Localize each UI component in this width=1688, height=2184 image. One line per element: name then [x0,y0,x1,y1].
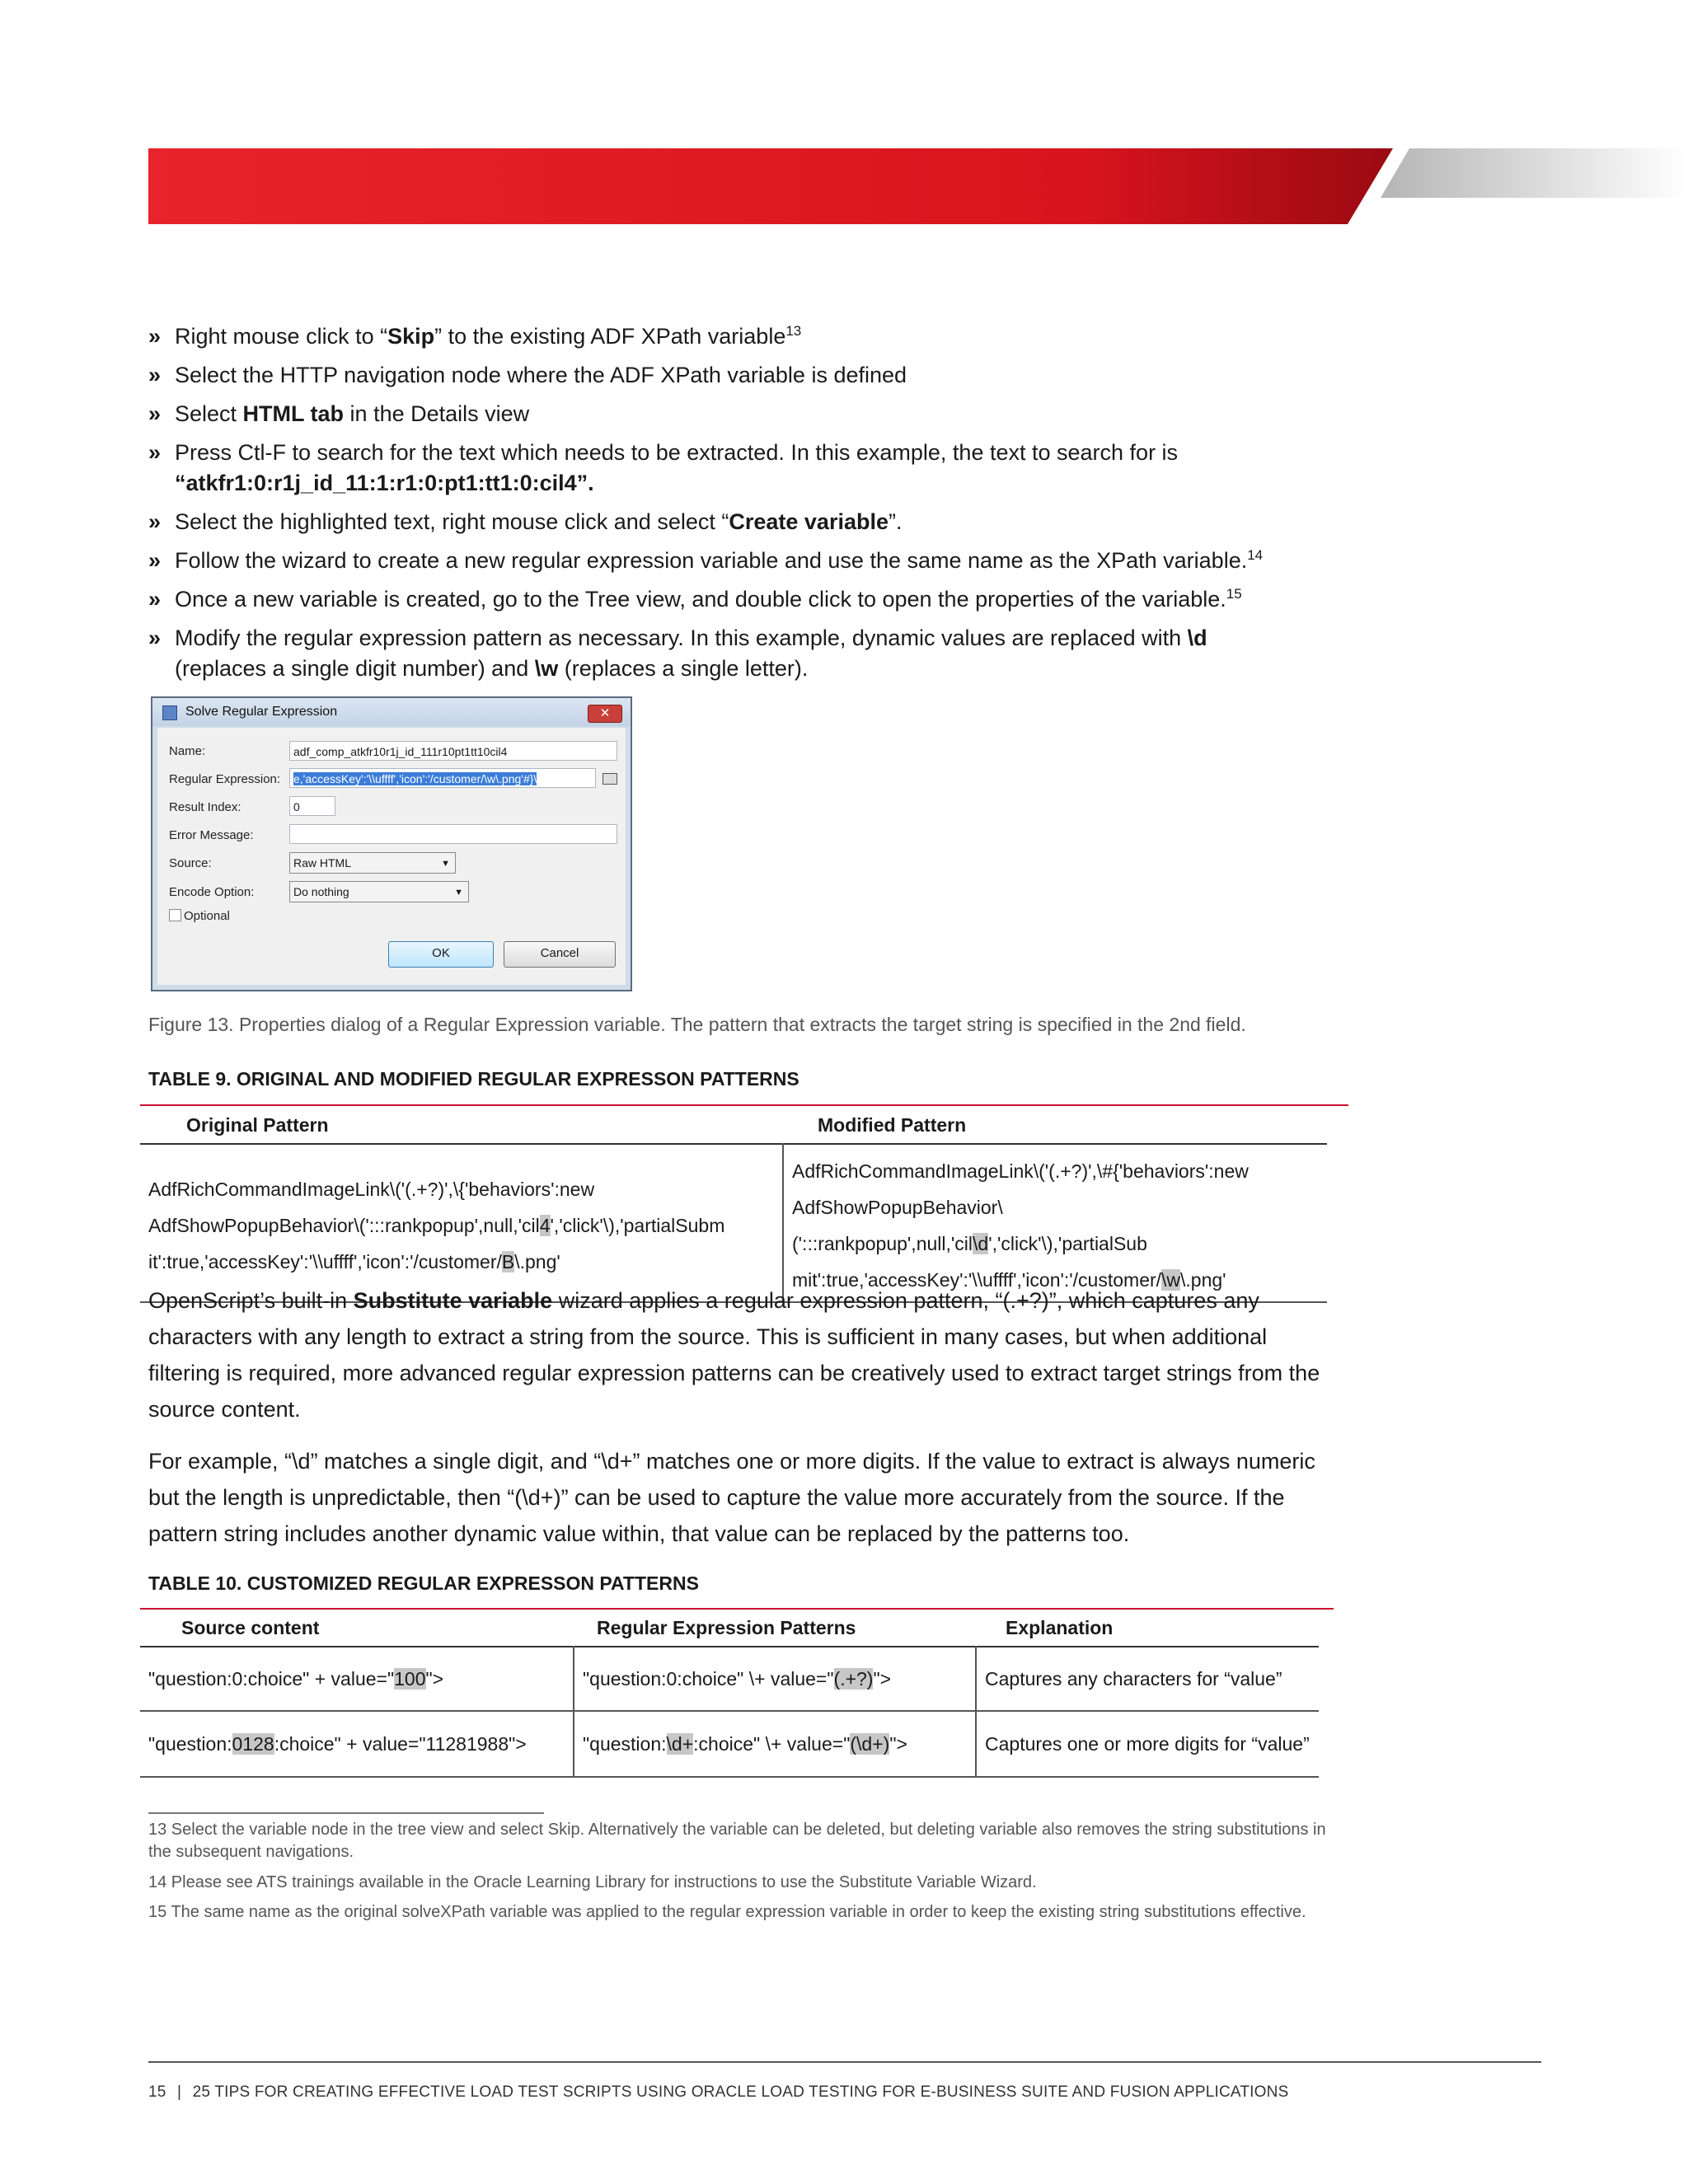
source-cell: "question:0128:choice" + value="11281988"> [140,1711,574,1777]
table9-caption: TABLE 9. ORIGINAL AND MODIFIED REGULAR EXPRESSON PATTERNS [148,1068,799,1090]
footnote-15: 15 The same name as the original solveXPath variable was applied to the regular expression variable in order to keep the existing string substitutions effective. [148,1903,1306,1921]
table-header: Original Pattern [186,1113,329,1136]
table9-top-rule [140,1104,1348,1106]
name-label: Name: [169,744,206,758]
table10-caption: TABLE 10. CUSTOMIZED REGULAR EXPRESSON PATTERNS [148,1572,699,1594]
optional-label: Optional [184,909,230,923]
cancel-button[interactable]: Cancel [504,941,616,968]
table10 [140,1610,1319,1778]
pattern-cell: "question:\d+:choice" \+ value="(\d+)"> [574,1711,976,1777]
list-item: » Modify the regular expression pattern as necessary. In this example, dynamic values are replaced with \d (replaces a single digit number) and \w (replaces a single letter). [148,626,1207,681]
ok-button[interactable]: OK [388,941,494,968]
explanation-cell: Captures any characters for “value” [985,1668,1282,1690]
source-label: Source: [169,856,212,870]
highlight: \w [1161,1269,1181,1291]
optional-checkbox[interactable] [169,909,181,921]
dialog-title: Solve Regular Expression [185,705,338,719]
original-pattern-cell: AdfRichCommandImageLink\('(.+?)',\{'behaviors':new AdfShowPopupBehavior\(':::rankpopup',null,'cil4','click'\),'partialSubm it':true,'accessKey':'\\uffff','icon':'/customer/B\.png' [140,1144,783,1302]
list-item: » Once a new variable is created, go to the Tree view, and double click to open the properties of the variable.$^{15}$ [148,586,1242,612]
header-banner [148,148,1393,224]
browse-icon[interactable] [603,773,617,785]
page-footer: 15 | 25 TIPS FOR CREATING EFFECTIVE LOAD TEST SCRIPTS USING ORACLE LOAD TESTING FOR E-BUSINESS SUITE AND FUSION APPLICATIONS [148,2083,1289,2101]
error-message-label: Error Message: [169,828,254,842]
regex-label: Regular Expression: [169,772,281,786]
app-icon [162,705,177,720]
chevron-down-icon: ▼ [441,859,450,869]
modified-pattern-cell: AdfRichCommandImageLink\('(.+?)',\#{'behaviors':new AdfShowPopupBehavior\(':::rankpopup',null,'cil\d','click'\),'partialSub mit':true,'accessKey':'\\uffff','icon':'/customer/\w\.png' [792,1160,1249,1291]
encode-option-select[interactable]: Do nothing ▼ [289,881,469,902]
regex-field[interactable] [289,768,596,788]
footnote-rule [148,1812,544,1814]
list-item: » Select the HTTP navigation node where the ADF XPath variable is defined [148,363,907,387]
name-field[interactable]: adf_comp_atkfr10r1j_id_111r10pt1tt10cil4 [289,741,617,761]
table-header: Regular Expression Patterns [597,1616,856,1638]
encode-option-label: Encode Option: [169,885,255,899]
result-index-field[interactable]: 0 [289,796,335,816]
highlight: (\d+) [850,1733,890,1755]
table-header: Explanation [1006,1616,1114,1638]
footer-rule [148,2061,1541,2063]
chevron-down-icon: ▼ [454,888,463,898]
dialog-body [157,728,626,985]
table9 [140,1107,1327,1303]
table-header: Modified Pattern [818,1113,967,1136]
table-row [140,1711,1319,1777]
banner-grey-stripe [1381,148,1688,198]
source-select[interactable]: Raw HTML ▼ [289,852,456,874]
table-row [140,1647,1319,1711]
instruction-list [148,321,1360,692]
regex-selected-text: e,'accessKey':'\\uffff','icon':'/customer/\w\.png'#}\ [293,772,537,785]
paragraph-example: For example, “\d” matches a single digit, and “\d+” matches one or more digits. If the value to extract is always numeric but the length is unpredictable, then “(\d+)” can be used to capture the value more accurately from the source. If the pattern string includes another dynamic value within, that value can be replaced by the patterns too. [148,1449,1315,1546]
highlight: \d [973,1233,989,1254]
figure-caption: Figure 13. Properties dialog of a Regular Expression variable. The pattern that extracts the target string is specified in the 2nd field. [148,1014,1246,1035]
dialog-title-bar [152,698,631,726]
pattern-cell: "question:0:choice" \+ value="(.+?)"> [574,1647,976,1711]
highlight: (.+?) [833,1668,874,1690]
list-item: » Follow the wizard to create a new regular expression variable and use the same name as the XPath variable.$^{14}$ [148,547,1264,573]
source-cell: "question:0:choice" + value="100"> [140,1647,574,1711]
list-item: » Select the highlighted text, right mouse click and select “Create variable”. [148,509,903,534]
page-number: 15 [148,2083,166,2101]
error-message-field[interactable] [289,824,617,844]
list-item: » Right mouse click to “Skip” to the existing ADF XPath variable$^{13}$ [148,323,802,349]
result-index-label: Result Index: [169,800,241,814]
regex-dialog-screenshot [151,696,632,991]
list-item: » Press Ctl-F to search for the text which needs to be extracted. In this example, the text to search for is “atkfr1:0:r1j_id_11:1:r1:0:pt1:tt1:0:cil4”. [148,440,1179,495]
footnote-13: 13 Select the variable node in the tree view and select Skip. Alternatively the variable can be deleted, but deleting variable also removes the string substitutions in the subsequent navigations. [148,1821,1326,1861]
table-header: Source content [181,1616,320,1638]
footnote-14: 14 Please see ATS trainings available in the Oracle Learning Library for instructions to use the Substitute Variable Wizard. [148,1873,1037,1891]
explanation-cell: Captures one or more digits for “value” [985,1733,1310,1755]
banner-red-band [148,148,1393,224]
highlight: \d+ [666,1733,694,1755]
highlight: 0128 [232,1733,274,1755]
list-item: » Select HTML tab in the Details view [148,401,530,426]
paragraph-substitute: OpenScript’s built-in Substitute variable wizard applies a regular expression pattern, “(.+?)”, which captures any characters with any length to extract a string from the source. This is sufficient in many cases, but when additional filtering is required, more advanced regular expression patterns can be creatively used to extract target strings from the source content. [148,1288,1320,1422]
highlight: B [501,1251,515,1272]
highlight: 4 [539,1215,551,1236]
close-icon[interactable]: ✕ [588,705,622,723]
document-title: 25 TIPS FOR CREATING EFFECTIVE LOAD TEST SCRIPTS USING ORACLE LOAD TESTING FOR E-BUSINESS SUITE AND FUSION APPLICATIONS [192,2083,1289,2101]
highlight: 100 [394,1668,426,1690]
